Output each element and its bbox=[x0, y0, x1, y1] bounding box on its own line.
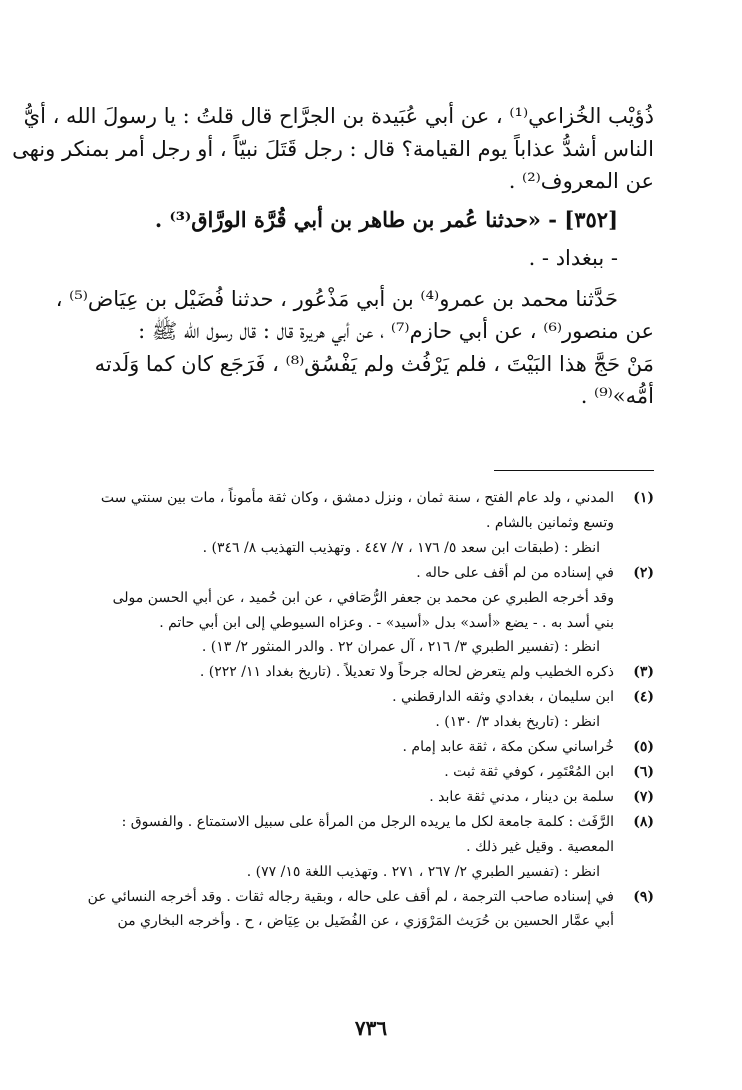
text-line: حَدَّثنا محمد بن عمرو⁽⁴⁾ بن أبي مَذْعُور ، حدثنا فُضَيْل بن عِيَاض⁽⁵⁾ ، bbox=[55, 286, 618, 311]
footnotes bbox=[80, 486, 654, 934]
footnote-line: ابن سليمان ، بغدادي وثقه الدارقطني . bbox=[392, 689, 614, 706]
footnote-body bbox=[80, 735, 614, 760]
footnote-body bbox=[80, 885, 614, 935]
main-text bbox=[12, 100, 654, 413]
footnote-reference: انظر : (طبقات ابن سعد ٥/ ١٧٦ ، ٧/ ٤٤٧ . وتهذيب التهذيب ٨/ ٣٤٦) . bbox=[202, 539, 600, 556]
chapter-title: [٣٥٢] - «حدثنا عُمر بن طاهر بن أبي قُرَّة الورَّاق⁽³⁾ . bbox=[154, 206, 618, 232]
footnote-reference: انظر : (تاريخ بغداد ٣/ ١٣٠) . bbox=[435, 714, 600, 731]
footnote-line: وتسع وثمانين بالشام . bbox=[485, 514, 614, 531]
footnote bbox=[80, 785, 654, 810]
footnote-number: (٧) bbox=[633, 788, 654, 805]
footnote bbox=[80, 760, 654, 785]
footnote-reference: انظر : (تفسير الطبري ٣/ ٢١٦ ، آل عمران ٢٢ . والدر المنثور ٢/ ١٣) . bbox=[201, 639, 600, 656]
text-line: أمُّه»⁽⁹⁾ . bbox=[580, 384, 654, 409]
footnote-number: (٤) bbox=[633, 689, 654, 706]
text-line: عن المعروف⁽²⁾ . bbox=[508, 169, 654, 194]
footnote-line: في إسناده من لم أقف على حاله . bbox=[416, 564, 614, 581]
footnote-line: ابن المُعْتَمِر ، كوفي ثقة ثبت . bbox=[444, 763, 614, 780]
footnote-line: سلمة بن دينار ، مدني ثقة عابد . bbox=[429, 788, 614, 805]
footnote bbox=[80, 486, 654, 561]
footnote-number: (١) bbox=[633, 490, 654, 506]
text-line: الناس أشدُّ عذاباً يوم القيامة؟ قال : رجل قَتَلَ نبيّاً ، أو رجل أمر بمنكر ونهى bbox=[12, 136, 654, 161]
text-line: عن منصور⁽⁶⁾ ، عن أبي حازم⁽⁷⁾ ، عن أبي هريرة قال : قال رسول الله ﷺ : bbox=[138, 319, 654, 344]
footnote-body bbox=[80, 760, 614, 785]
footnote bbox=[80, 561, 654, 661]
footnote-line: أبي عمَّار الحسين بن حُرَيث المَرْوَزي ، عن الفُضَيل بن عِيَاض ، ح . وأخرجه البخاري من bbox=[117, 913, 614, 930]
footnote bbox=[80, 685, 654, 735]
footnote-number: (٩) bbox=[633, 888, 654, 905]
place-line: - ببغداد - . bbox=[528, 246, 618, 271]
footnote-line: خُراساني سكن مكة ، ثقة عابد إمام . bbox=[402, 739, 614, 756]
footnote-line: في إسناده صاحب الترجمة ، لم أقف على حاله ، وبقية رجاله ثقات . وقد أخرجه النسائي عن bbox=[87, 888, 614, 905]
footnote-body bbox=[80, 785, 614, 810]
footnote-line: المدني ، ولد عام الفتح ، سنة ثمان ، ونزل دمشق ، وكان ثقة مأموناً ، مات بين سنتي ست bbox=[100, 490, 614, 506]
footnote-line: وقد أخرجه الطبري عن محمد بن جعفر الرُّصَافي ، عن ابن حُميد ، عن أبي الحسن مولى bbox=[112, 589, 614, 606]
footnote-number: (٦) bbox=[633, 763, 654, 780]
footnote-number: (٥) bbox=[633, 739, 654, 756]
footnote bbox=[80, 735, 654, 760]
footnote-body bbox=[80, 486, 614, 561]
text-line: مَنْ حَجَّ هذا البَيْتَ ، فلم يَرْفُث ولم يَفْسُق⁽⁸⁾ ، فَرَجَع كان كما وَلَدته bbox=[94, 351, 654, 376]
footnote-body bbox=[80, 810, 614, 885]
footnote-number: (٣) bbox=[633, 664, 654, 681]
footnote-line: بني أسد به . - يضع «أسد» بدل «أسيد» - . وعزاه السيوطي إلى ابن أبي حاتم . bbox=[159, 614, 614, 631]
footnote-line: المعصية . وقيل غير ذلك . bbox=[466, 838, 614, 855]
text-line: ذُؤيْب الخُزاعي⁽¹⁾ ، عن أبي عُبَيدة بن الجرَّاح قال قلتُ : يا رسولَ الله ، أيُّ bbox=[23, 104, 654, 128]
footnote-separator bbox=[494, 470, 654, 471]
footnote-line: ذكره الخطيب ولم يتعرض لحاله جرحاً ولا تعديلاً . (تاريخ بغداد ١١/ ٢٢٢) . bbox=[199, 664, 614, 681]
footnote-body bbox=[80, 685, 614, 735]
footnote-body bbox=[80, 561, 614, 661]
footnote-number: (٨) bbox=[633, 813, 654, 830]
footnote bbox=[80, 810, 654, 885]
footnote-number: (٢) bbox=[633, 564, 654, 581]
footnote-body bbox=[80, 660, 614, 685]
page-number: ٧٣٦ bbox=[354, 1016, 388, 1040]
footnote-line: الرَّفَث : كلمة جامعة لكل ما يريده الرجل من المرأة على سبيل الاستمتاع . والفسوق : bbox=[121, 813, 614, 830]
footnote bbox=[80, 660, 654, 685]
footnote bbox=[80, 885, 654, 935]
footnote-reference: انظر : (تفسير الطبري ٢/ ٢٦٧ ، ٢٧١ . وتهذيب اللغة ١٥/ ٧٧) . bbox=[246, 863, 600, 880]
